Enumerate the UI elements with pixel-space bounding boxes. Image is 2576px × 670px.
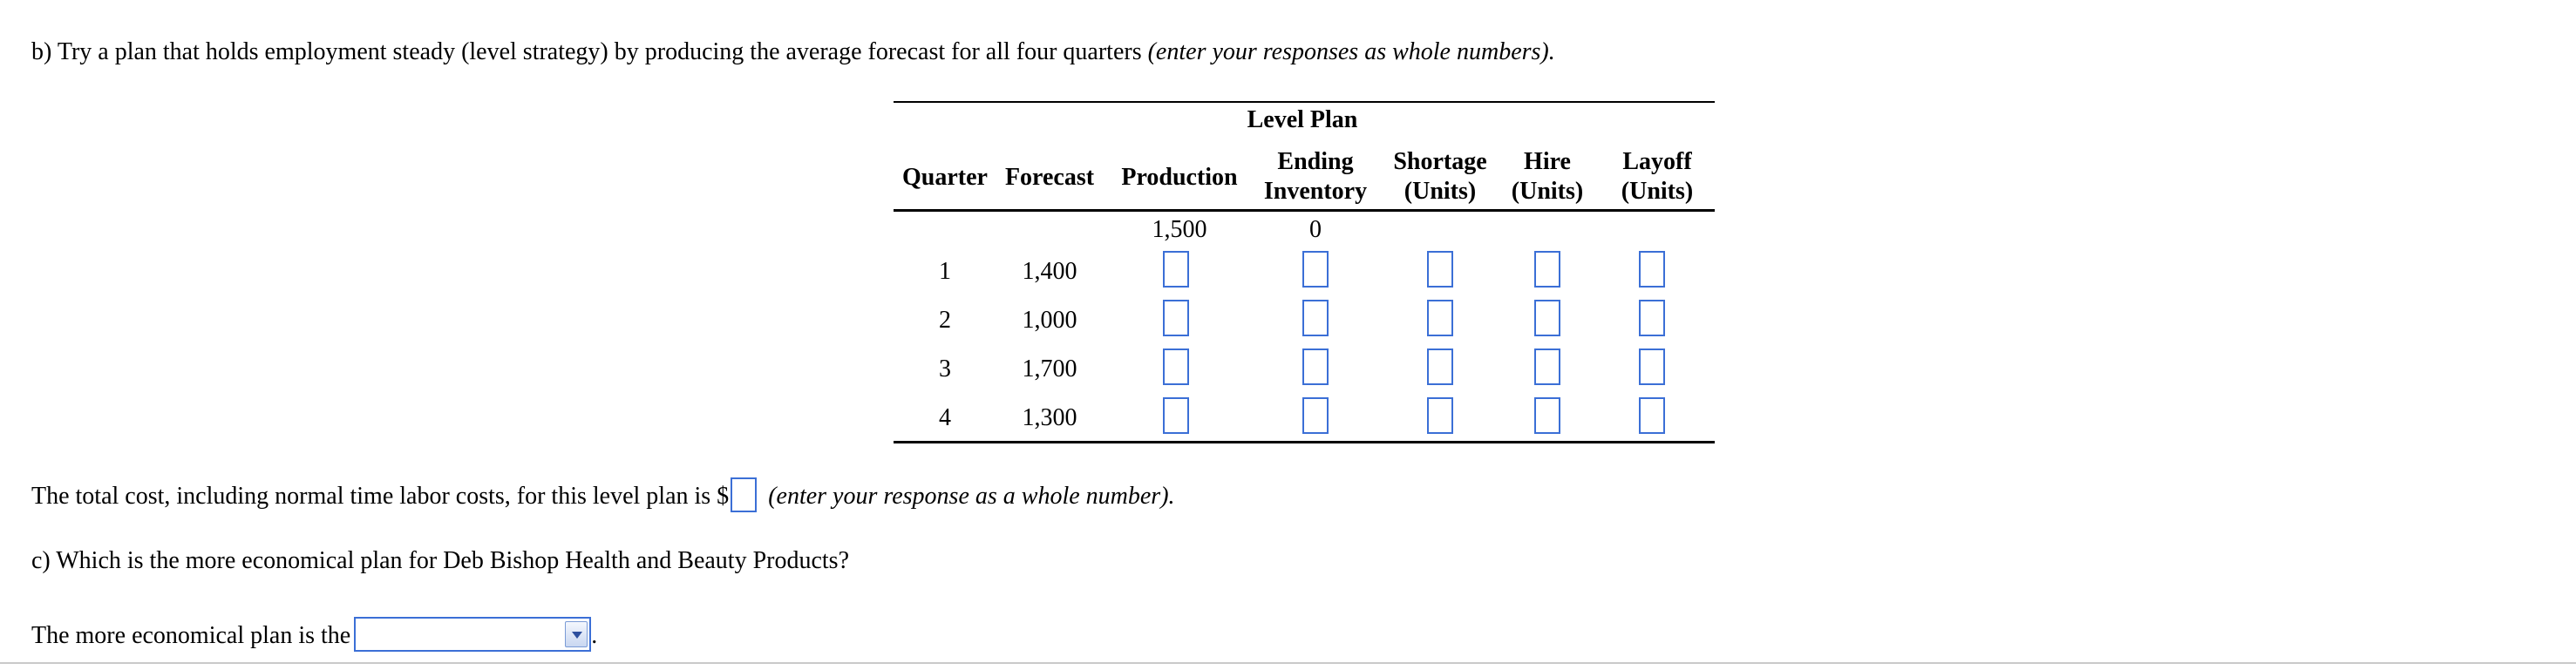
- total-cost-text: The total cost, including normal time labor costs, for this level plan is $: [31, 483, 730, 510]
- total-cost-hint: (enter your response as a whole number).: [768, 483, 1175, 510]
- header-ending-inventory-line2: Inventory: [1263, 178, 1368, 205]
- row-3-shortage-input[interactable]: [1427, 349, 1453, 385]
- row-3-layoff-input[interactable]: [1639, 349, 1665, 385]
- row-2-quarter: 2: [939, 307, 951, 334]
- row-1-shortage-input[interactable]: [1427, 251, 1453, 288]
- header-layoff-line2: (Units): [1621, 178, 1694, 205]
- header-ending-inventory-line1: Ending: [1277, 148, 1354, 175]
- part-b-prompt: [31, 38, 1555, 66]
- header-production: Production: [1121, 164, 1238, 191]
- economical-plan-period: .: [591, 622, 598, 649]
- row-4-production-input[interactable]: [1163, 397, 1189, 434]
- header-forecast: Forecast: [1004, 164, 1095, 191]
- row-1-quarter: 1: [939, 258, 951, 285]
- part-c-prompt: [31, 547, 849, 575]
- table-title: Level Plan: [1247, 106, 1358, 133]
- row-3-forecast: 1,700: [1022, 355, 1077, 382]
- row-1-ending-inventory-input[interactable]: [1302, 251, 1329, 288]
- header-layoff-line1: Layoff: [1622, 148, 1692, 175]
- row-3-hire-input[interactable]: [1534, 349, 1560, 385]
- bottom-divider: [0, 662, 2576, 664]
- header-shortage-line2: (Units): [1404, 178, 1477, 205]
- row-4-hire-input[interactable]: [1534, 397, 1560, 434]
- row-4-quarter: 4: [939, 404, 951, 431]
- row-3-production-input[interactable]: [1163, 349, 1189, 385]
- row-2-forecast: 1,000: [1022, 307, 1077, 334]
- total-cost-input[interactable]: [731, 477, 757, 512]
- row-2-shortage-input[interactable]: [1427, 300, 1453, 336]
- row-4-shortage-input[interactable]: [1427, 397, 1453, 434]
- chevron-down-icon[interactable]: [565, 621, 588, 647]
- header-hire-line2: (Units): [1511, 178, 1584, 205]
- row-1-layoff-input[interactable]: [1639, 251, 1665, 288]
- economical-plan-prompt: [31, 617, 597, 652]
- row-1-production-input[interactable]: [1163, 251, 1189, 288]
- row-2-layoff-input[interactable]: [1639, 300, 1665, 336]
- row-3-ending-inventory-input[interactable]: [1302, 349, 1329, 385]
- economical-plan-text: The more economical plan is the: [31, 622, 351, 649]
- part-b-hint: (enter your responses as whole numbers).: [1147, 38, 1555, 65]
- row-1-forecast: 1,400: [1022, 258, 1077, 285]
- table-top-rule: [894, 101, 1715, 103]
- header-shortage-line1: Shortage: [1393, 148, 1487, 175]
- total-cost-prompt: [31, 477, 1175, 512]
- row-4-forecast: 1,300: [1022, 404, 1077, 431]
- row-2-production-input[interactable]: [1163, 300, 1189, 336]
- row-4-layoff-input[interactable]: [1639, 397, 1665, 434]
- part-c-text: c) Which is the more economical plan for Deb Bishop Health and Beauty Products?: [31, 547, 849, 574]
- initial-production: 1,500: [1152, 216, 1207, 243]
- row-1-hire-input[interactable]: [1534, 251, 1560, 288]
- table-bottom-rule: [894, 441, 1715, 443]
- initial-ending-inventory: 0: [1309, 216, 1322, 243]
- economical-plan-select[interactable]: [354, 617, 591, 652]
- header-quarter: Quarter: [902, 164, 988, 191]
- row-3-quarter: 3: [939, 355, 951, 382]
- row-4-ending-inventory-input[interactable]: [1302, 397, 1329, 434]
- part-b-text: b) Try a plan that holds employment steady (level strategy) by producing the average forecast for all four quarters: [31, 38, 1142, 65]
- table-header-rule: [894, 209, 1715, 212]
- header-hire-line1: Hire: [1524, 148, 1571, 175]
- row-2-ending-inventory-input[interactable]: [1302, 300, 1329, 336]
- row-2-hire-input[interactable]: [1534, 300, 1560, 336]
